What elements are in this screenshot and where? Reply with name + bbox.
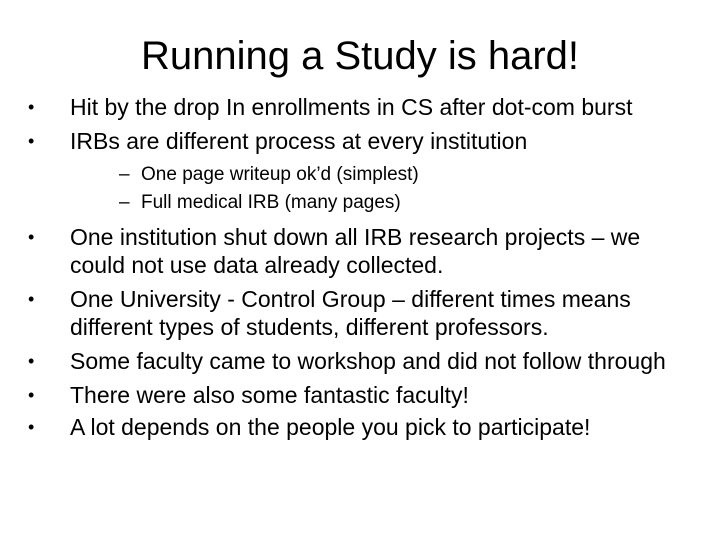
bullet-item: [24, 285, 696, 341]
bullet-marker: •: [28, 227, 35, 247]
bullet-text: IRBs are different process at every institution: [70, 128, 528, 154]
slide-title: Running a Study is hard!: [140, 34, 580, 78]
sub-bullet-marker: –: [119, 192, 130, 213]
bullet-text: There were also some fantastic faculty!: [70, 382, 469, 408]
bullet-item: [24, 347, 696, 375]
bullet-item: [24, 381, 696, 409]
sub-bullet-list: [70, 162, 696, 215]
bullet-item: [24, 413, 696, 441]
sub-bullet-marker: –: [119, 164, 130, 185]
bullet-marker: •: [28, 417, 35, 437]
bullet-text: One institution shut down all IRB research projects – we could not use data already collected.: [70, 224, 641, 278]
bullet-marker: •: [28, 351, 35, 371]
bullet-item: [24, 223, 696, 279]
bullet-text: Hit by the drop In enrollments in CS after dot-com burst: [70, 94, 633, 120]
bullet-marker: •: [28, 385, 35, 405]
sub-bullet-item: [70, 162, 696, 187]
bullet-text: One University - Control Group – different times means different types of students, different professors.: [70, 286, 631, 340]
sub-bullet-item: [70, 190, 696, 215]
sub-bullet-text: One page writeup ok’d (simplest): [141, 164, 419, 185]
bullet-text: A lot depends on the people you pick to participate!: [70, 414, 591, 440]
bullet-marker: •: [28, 97, 35, 117]
bullet-item: [24, 127, 696, 215]
sub-bullet-text: Full medical IRB (many pages): [141, 192, 401, 213]
bullet-marker: •: [28, 131, 35, 151]
bullet-marker: •: [28, 289, 35, 309]
bullet-item: [24, 93, 696, 121]
bullet-list: [24, 93, 696, 447]
bullet-text: Some faculty came to workshop and did not follow through: [70, 348, 666, 374]
